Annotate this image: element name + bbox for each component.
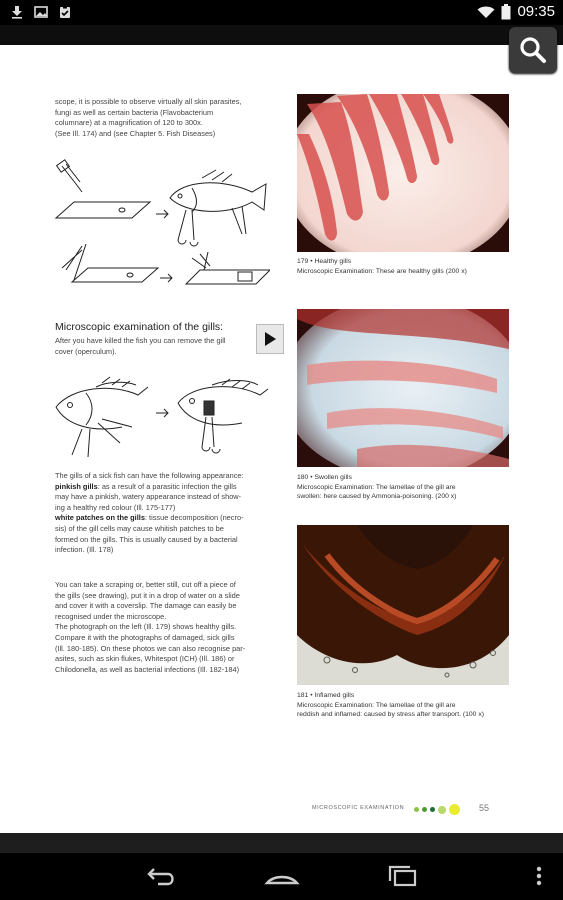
status-bar: [0, 0, 563, 25]
photo-swollen-gills: [297, 309, 509, 467]
download-icon: [10, 5, 24, 19]
search-icon: [518, 35, 548, 65]
navigation-bar: [0, 853, 563, 900]
back-icon[interactable]: [146, 863, 178, 889]
section-indicator-dots: [414, 804, 460, 815]
section-heading: Microscopic examination of the gills:: [55, 321, 224, 333]
overflow-menu-icon[interactable]: [534, 863, 544, 889]
gill-cover-drawing: [52, 373, 270, 463]
caption-180: 180 • Swollen gills Microscopic Examination: The lamellae of the gill are swollen: here caused by Ammonia-poisoning. (200 x): [297, 474, 457, 500]
wifi-icon: [477, 5, 495, 19]
play-icon: [263, 331, 277, 347]
heading-subtext: After you have killed the fish you can remove the gill cover (operculum).: [55, 336, 226, 356]
footer-section-label: MICROSCOPIC EXAMINATION: [312, 805, 405, 811]
play-button[interactable]: [256, 324, 284, 354]
clock: 09:35: [517, 3, 555, 20]
caption-181: 181 • Inflamed gills Microscopic Examination: The lamellae of the gill are reddish and inflamed: caused by stress after transport. (100 x): [297, 692, 485, 718]
gill-scraping-drawing: [52, 158, 270, 286]
image-icon: [34, 5, 48, 19]
clipboard-check-icon: [58, 5, 72, 19]
recents-icon[interactable]: [386, 863, 418, 889]
search-button[interactable]: [509, 27, 557, 73]
photo-inflamed-gills: [297, 525, 509, 685]
caption-179: 179 • Healthy gills Microscopic Examination: These are healthy gills (200 x): [297, 258, 467, 275]
gill-appearance-paragraph: The gills of a sick fish can have the following appearance: pinkish gills: as a result of a parasitic infection the gills may have a pinkish, watery appearance instead of show- ing a healthy red colour (Ill. 175-177) white patches on the gills: tissue decomposition (necro- sis) of the gill cells may cause whitish patches to be formed on the gills. This is usually caused by a bacterial infection. (Ill. 178): [55, 471, 244, 555]
reader-bottom-edge: [0, 833, 563, 853]
book-page[interactable]: [0, 45, 563, 833]
reader-top-edge: [0, 25, 563, 45]
intro-paragraph: scope, it is possible to observe virtually all skin parasites, fungi as well as certain bacteria (Flavobacterium columnare) at a magnification of 120 to 300x. (See Ill. 174) and (see Chapter 5. Fish Diseases): [55, 97, 242, 138]
page-number: 55: [479, 803, 490, 813]
photo-healthy-gills: [297, 94, 509, 252]
battery-icon: [501, 4, 511, 20]
scraping-paragraph: You can take a scraping or, better still, cut off a piece of the gills (see drawing), put it in a drop of water on a slide and cover it with a coverslip. The damage can easily be recognised under the microscope. The photograph on the left (Ill. 179) shows healthy gills. Compare it with the photographs of damaged, sick gills (Ill. 180-185). On these photos we can also recognise par- asites, such as skin flukes, Whitespot (ICH) (Ill. 186) or Chilodonella, as well as bacterial infections (Ill. 182-184): [55, 580, 246, 674]
home-icon[interactable]: [264, 863, 300, 889]
